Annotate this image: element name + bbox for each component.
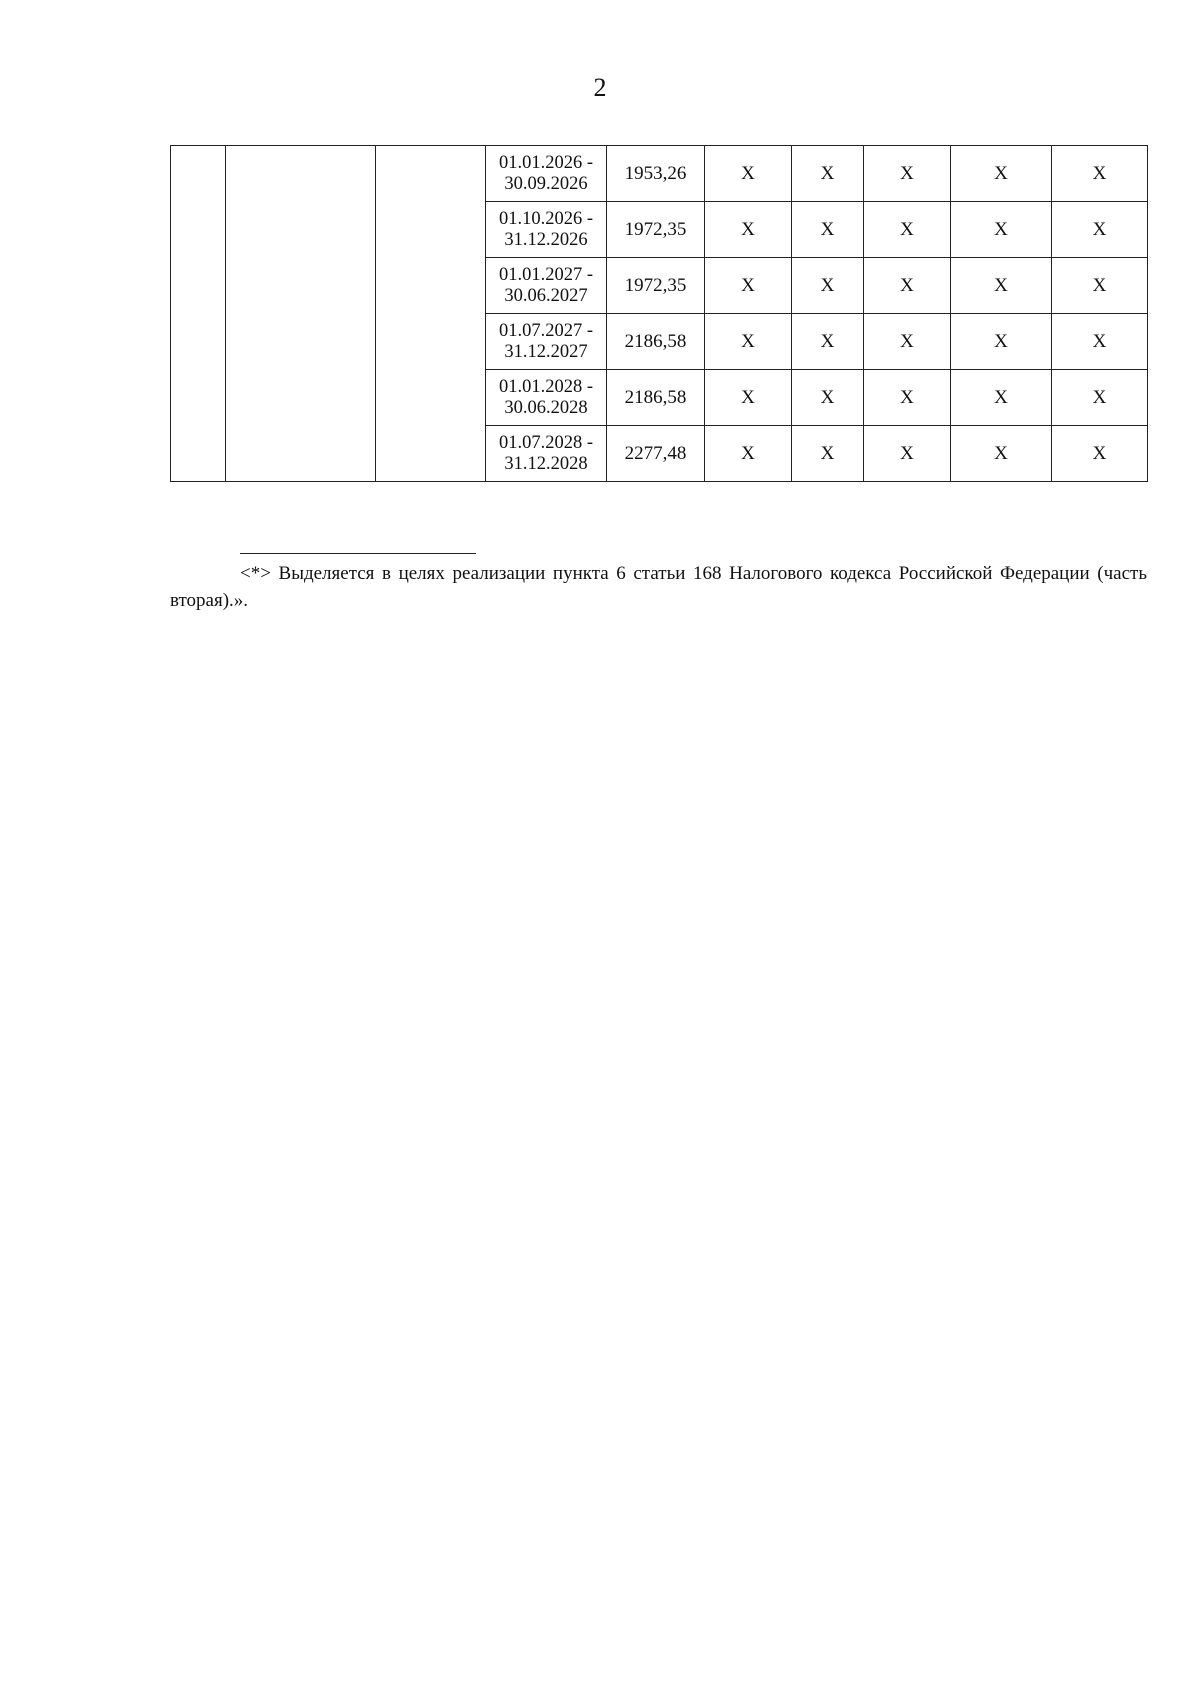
mark-cell: X — [705, 146, 792, 202]
mark-cell: X — [792, 426, 864, 482]
footnote-text: <*> Выделяется в целях реализации пункта 6 статьи 168 Налогового кодекса Российской Федерации (часть вторая).». — [170, 563, 1147, 611]
mark-cell: X — [705, 370, 792, 426]
period-cell — [486, 146, 607, 202]
merged-cell-1 — [171, 146, 226, 482]
period-end: 31.12.2028 — [504, 453, 588, 474]
period-cell — [486, 426, 607, 482]
tariff-table — [170, 145, 1148, 482]
period-start: 01.07.2027 - — [498, 320, 594, 341]
mark-cell: X — [864, 370, 951, 426]
mark-cell: X — [864, 314, 951, 370]
merged-cell-3 — [376, 146, 486, 482]
mark-cell: X — [792, 146, 864, 202]
period-start: 01.07.2028 - — [498, 432, 594, 453]
mark-cell: X — [792, 314, 864, 370]
mark-cell: X — [951, 146, 1052, 202]
mark-cell: X — [864, 258, 951, 314]
mark-cell: X — [705, 202, 792, 258]
mark-cell: X — [1052, 146, 1148, 202]
footnote-divider — [240, 553, 476, 554]
table-row — [171, 146, 1148, 202]
merged-cell-2 — [226, 146, 376, 482]
mark-cell: X — [705, 426, 792, 482]
mark-cell: X — [951, 202, 1052, 258]
value-cell: 2186,58 — [607, 370, 705, 426]
period-cell — [486, 314, 607, 370]
period-end: 31.12.2026 — [504, 229, 588, 250]
mark-cell: X — [705, 314, 792, 370]
period-cell — [486, 370, 607, 426]
mark-cell: X — [792, 258, 864, 314]
period-end: 30.06.2028 — [504, 397, 588, 418]
value-cell: 1972,35 — [607, 258, 705, 314]
mark-cell: X — [864, 146, 951, 202]
period-cell — [486, 202, 607, 258]
mark-cell: X — [1052, 202, 1148, 258]
period-end: 30.09.2026 — [504, 173, 588, 194]
value-cell: 2277,48 — [607, 426, 705, 482]
period-end: 30.06.2027 — [504, 285, 588, 306]
mark-cell: X — [792, 202, 864, 258]
period-cell — [486, 258, 607, 314]
mark-cell: X — [1052, 426, 1148, 482]
mark-cell: X — [951, 314, 1052, 370]
mark-cell: X — [792, 370, 864, 426]
period-start: 01.10.2026 - — [498, 208, 594, 229]
mark-cell: X — [951, 258, 1052, 314]
value-cell: 1953,26 — [607, 146, 705, 202]
page-number: 2 — [593, 73, 607, 102]
mark-cell: X — [951, 426, 1052, 482]
mark-cell: X — [1052, 370, 1148, 426]
mark-cell: X — [864, 202, 951, 258]
period-start: 01.01.2027 - — [498, 264, 594, 285]
mark-cell: X — [951, 370, 1052, 426]
period-start: 01.01.2028 - — [498, 376, 594, 397]
period-start: 01.01.2026 - — [498, 152, 594, 173]
mark-cell: X — [1052, 314, 1148, 370]
period-end: 31.12.2027 — [504, 341, 588, 362]
table-body — [171, 146, 1148, 482]
value-cell: 2186,58 — [607, 314, 705, 370]
mark-cell: X — [705, 258, 792, 314]
mark-cell: X — [864, 426, 951, 482]
mark-cell: X — [1052, 258, 1148, 314]
value-cell: 1972,35 — [607, 202, 705, 258]
